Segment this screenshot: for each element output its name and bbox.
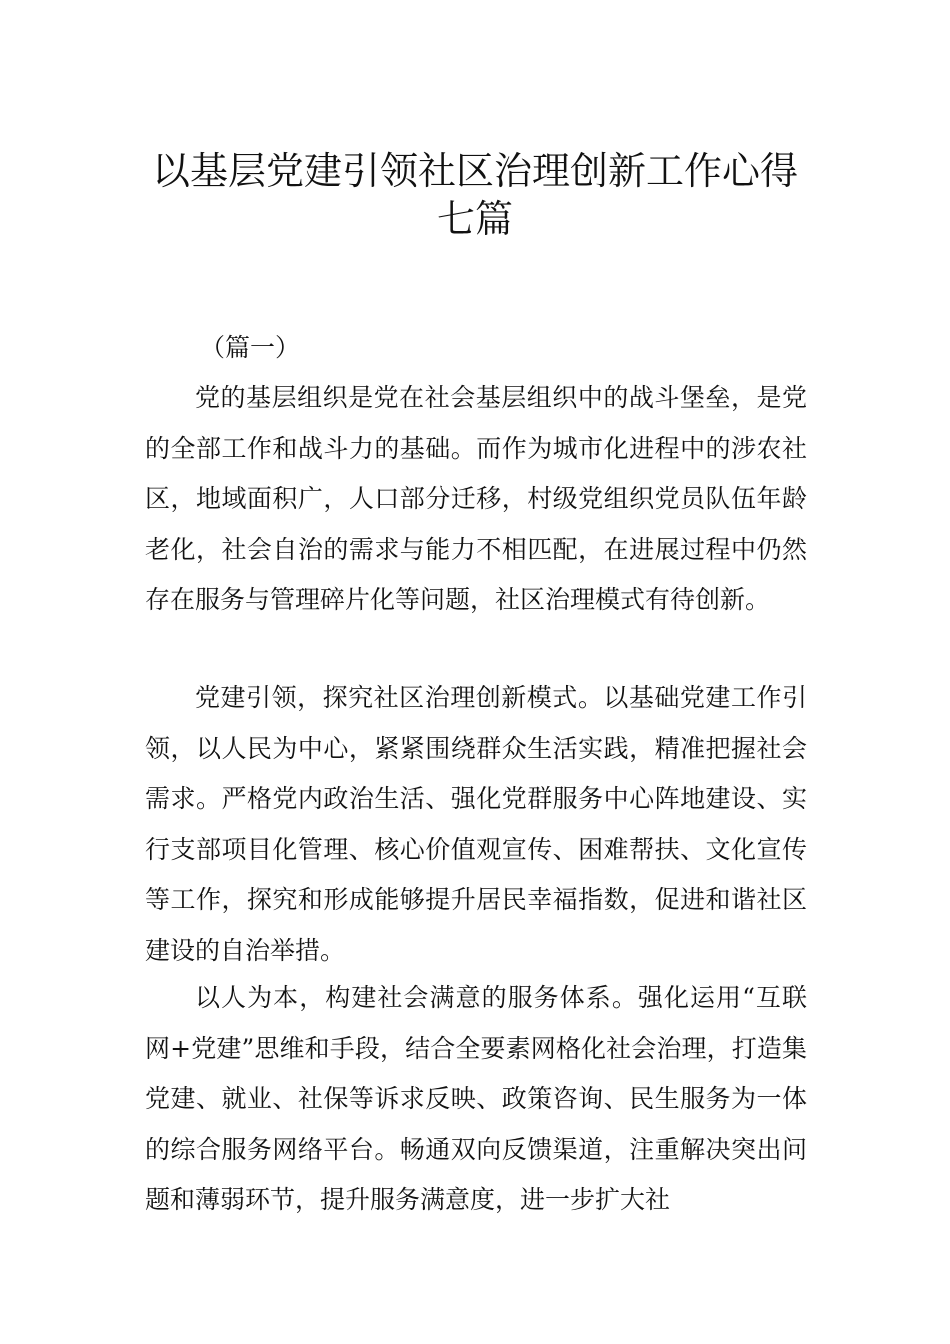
document-body-3 xyxy=(145,973,807,1226)
paragraph-3: 以人为本，构建社会满意的服务体系。强化运用“互联网+党建”思维和手段，结合全要素网格化社会治理，打造集党建、就业、社保等诉求反映、政策咨询、民生服务为一体的综合服务网络平台。畅通双向反馈渠道，注重解决突出问题和薄弱环节，提升服务满意度，进一步扩大社 xyxy=(145,983,807,1214)
paragraph-1: 党的基层组织是党在社会基层组织中的战斗堡垒，是党的全部工作和战斗力的基础。而作为城市化进程中的涉农社区，地域面积广，人口部分迁移，村级党组织党员队伍年龄老化，社会自治的需求与能力不相匹配，在进展过程中仍然存在服务与管理碎片化等问题，社区治理模式有待创新。 xyxy=(145,383,807,614)
paragraph-2: 党建引领，探究社区治理创新模式。以基础党建工作引领，以人民为中心，紧紧围绕群众生活实践，精准把握社会需求。严格党内政治生活、强化党群服务中心阵地建设、实行支部项目化管理、核心价值观宣传、困难帮扶、文化宣传等工作，探究和形成能够提升居民幸福指数，促进和谐社区建设的自治举措。 xyxy=(145,683,807,965)
document-title: 以基层党建引领社区治理创新工作心得七篇 xyxy=(151,149,798,242)
section-label: （篇一） xyxy=(200,333,301,362)
document-body-2 xyxy=(145,673,807,976)
document-body xyxy=(145,373,807,626)
